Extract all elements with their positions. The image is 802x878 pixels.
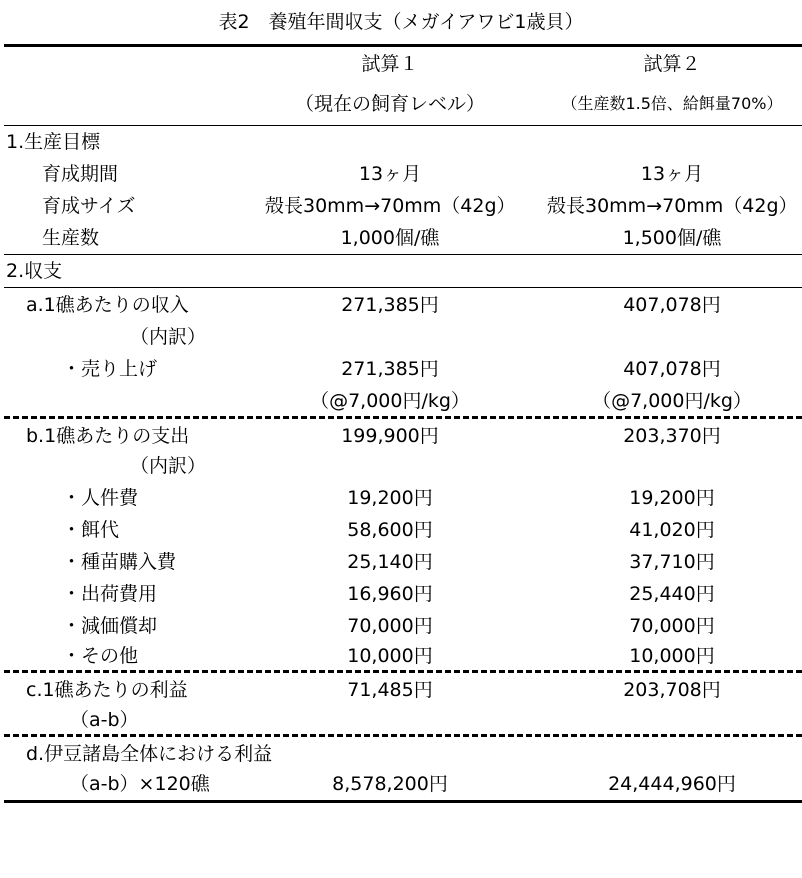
expense-item-col1: 16,960円 [347, 583, 433, 605]
row-label: 育成サイズ [42, 195, 136, 217]
row-value-col2: 13ヶ月 [640, 163, 704, 185]
expense-item-col1: 10,000円 [347, 645, 433, 667]
expense-item-label: ・種苗購入費 [62, 551, 177, 573]
sales-col2: 407,078円 [623, 358, 721, 380]
profit-col2: 203,708円 [623, 679, 721, 701]
total-row [4, 768, 802, 800]
total-col2: 24,444,960円 [608, 773, 736, 795]
expense-item-label: ・その他 [62, 645, 139, 667]
row-value-col1: 1,000個/礁 [340, 227, 440, 249]
expense-item-col2: 70,000円 [629, 615, 715, 637]
section-divider [4, 287, 802, 288]
table-row [4, 158, 802, 190]
table-title: 表2 養殖年間収支（メガイアワビ1歳貝） [218, 10, 584, 33]
table-row [4, 610, 802, 642]
expense-breakdown-row [4, 450, 802, 482]
expense-item-col1: 25,140円 [347, 551, 433, 573]
sales-row [4, 353, 802, 385]
row-value-col1: 13ヶ月 [358, 163, 422, 185]
expense-item-col1: 58,600円 [347, 519, 433, 541]
expense-col1: 199,900円 [341, 425, 439, 447]
expense-item-col2: 19,200円 [629, 487, 715, 509]
sales-label: ・売り上げ [62, 358, 158, 380]
expense-item-col1: 70,000円 [347, 615, 433, 637]
expense-item-label: ・人件費 [62, 487, 139, 509]
header-sub-row [4, 88, 802, 120]
sales-col1: 271,385円 [341, 358, 439, 380]
row-value-col2: 殻長30mm→70mm（42g） [547, 195, 798, 217]
table-row [4, 514, 802, 546]
expense-item-label: ・餌代 [62, 519, 120, 541]
row-value-col2: 1,500個/礁 [622, 227, 722, 249]
income-col1: 271,385円 [341, 294, 439, 316]
table-top-border [4, 44, 802, 47]
expense-item-col2: 10,000円 [629, 645, 715, 667]
income-label: a.1礁あたりの収入 [26, 294, 189, 316]
unit-price-row [4, 385, 802, 417]
col2-header: 試算２ [643, 53, 701, 75]
header-row [4, 48, 802, 80]
profit-row [4, 674, 802, 706]
dashed-divider [4, 734, 802, 737]
expense-item-col2: 37,710円 [629, 551, 715, 573]
profit-label: c.1礁あたりの利益 [26, 679, 188, 701]
col1-subheader: （現在の飼育レベル） [294, 93, 485, 115]
total-label: d.伊豆諸島全体における利益 [26, 743, 273, 765]
expense-item-label: ・出荷費用 [62, 583, 158, 605]
col2-subheader: （生産数1.5倍、給餌量70%） [561, 94, 783, 113]
table-row [4, 482, 802, 514]
income-row [4, 289, 802, 321]
section2-heading: 2.収支 [6, 260, 63, 282]
total-formula: （a-b）×120礁 [70, 773, 210, 795]
profit-formula: （a-b） [70, 709, 139, 731]
unit-price-col2: （@7,000円/kg） [592, 390, 752, 412]
total-heading-row [4, 738, 802, 770]
profit-col1: 71,485円 [347, 679, 433, 701]
dashed-divider [4, 416, 802, 419]
row-label: 生産数 [42, 227, 100, 249]
table-row [4, 222, 802, 254]
dashed-divider [4, 670, 802, 673]
row-label: 育成期間 [42, 163, 119, 185]
income-breakdown-row [4, 321, 802, 353]
income-col2: 407,078円 [623, 294, 721, 316]
table-row [4, 640, 802, 672]
income-breakdown-label: （内訳） [130, 326, 207, 348]
section1-heading: 1.生産目標 [6, 131, 101, 153]
expense-col2: 203,370円 [623, 425, 721, 447]
row-value-col1: 殻長30mm→70mm（42g） [265, 195, 516, 217]
table-row [4, 578, 802, 610]
expense-breakdown-label: （内訳） [130, 455, 207, 477]
table-bottom-border [4, 800, 802, 803]
col1-header: 試算１ [361, 53, 419, 75]
total-col1: 8,578,200円 [332, 773, 448, 795]
expense-item-col2: 25,440円 [629, 583, 715, 605]
section1-heading-row [4, 126, 802, 158]
unit-price-col1: （@7,000円/kg） [310, 390, 470, 412]
expense-item-label: ・減価償却 [62, 615, 158, 637]
section2-heading-row [4, 255, 802, 287]
expense-item-col2: 41,020円 [629, 519, 715, 541]
expense-item-col1: 19,200円 [347, 487, 433, 509]
expense-row [4, 420, 802, 452]
profit-formula-row [4, 704, 802, 736]
expense-label: b.1礁あたりの支出 [26, 425, 190, 447]
table-row [4, 190, 802, 222]
table-row [4, 546, 802, 578]
